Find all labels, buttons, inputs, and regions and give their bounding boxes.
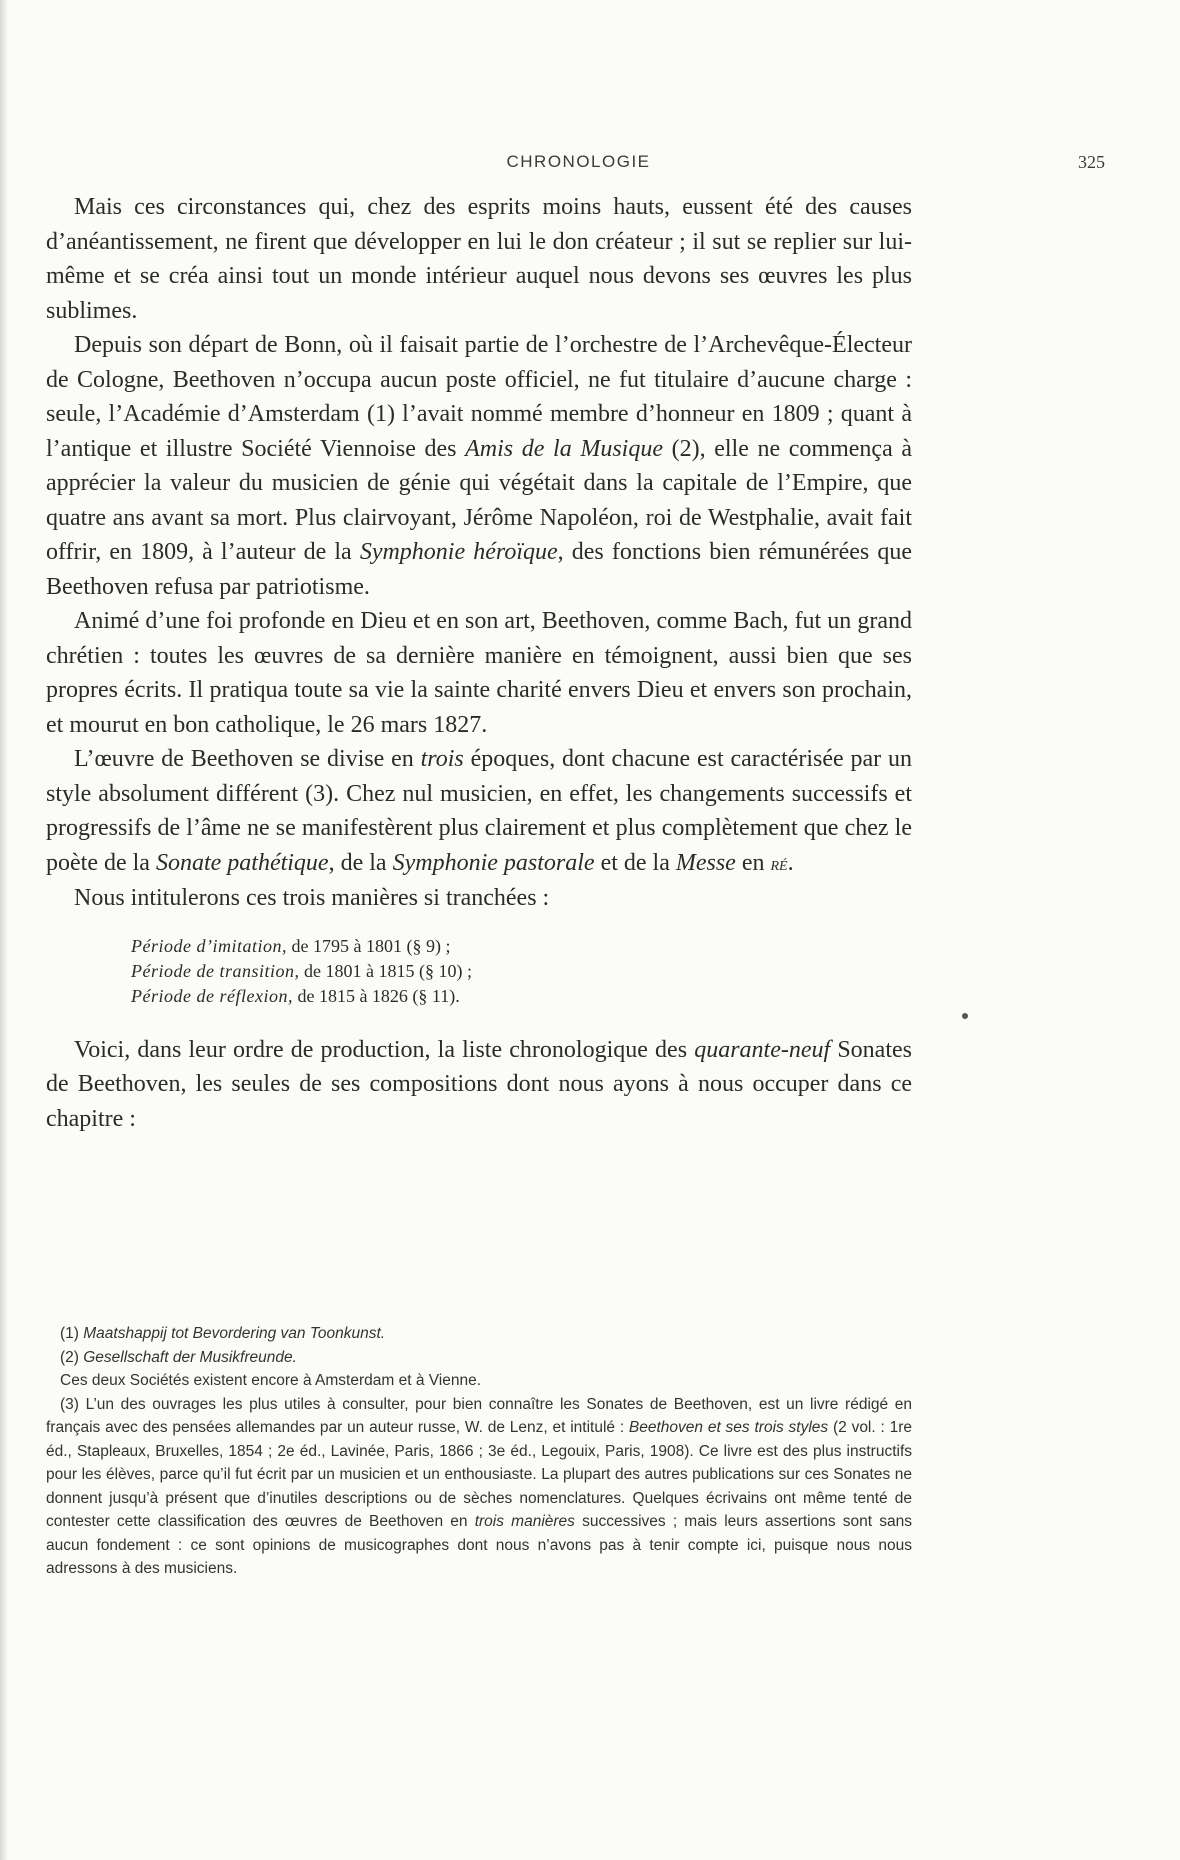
p4-text-b: époques, dont chacune est caractérisée par un style absolument différent (3). Chez nul musicien, en effet, les changements successifs et progressifs de l’âme ne se manifestèrent plus clairement et plus complètement que chez le poète de la (46, 746, 912, 876)
footnote-2 (46, 1346, 912, 1370)
footnote-1 (46, 1322, 912, 1346)
p2-title-symphonie: Symphonie héroïque (359, 539, 558, 565)
p4-trois: trois (420, 746, 464, 772)
period-range: de 1801 à 1815 (§ 10) ; (299, 960, 472, 981)
p4-title-pastorale: Symphonie pastorale (392, 849, 595, 876)
period-name: Période de transition, (131, 960, 300, 981)
footnotes (46, 1322, 912, 1581)
footnote-2-number: (2) (60, 1348, 84, 1366)
footnote-2-text: Gesellschaft der Musikfreunde. (83, 1348, 297, 1366)
paragraph-4 (46, 742, 912, 881)
period-item (131, 959, 912, 984)
footnote-3-book-title: Beethoven et ses trois styles (628, 1419, 829, 1436)
p4-sep-1: , de la (328, 849, 393, 876)
page-header (46, 148, 1111, 184)
paragraph-3: Animé d’une foi profonde en Dieu et en son art, Beethoven, comme Bach, fut un grand chrétien : toutes les œuvres de sa dernière manière en témoignent, aussi bien que ses propres écrits. Il pratiqua toute sa vie la sainte charité envers Dieu et envers son prochain, et mourut en bon catholique, le 26 mars 1827. (46, 608, 912, 738)
p2-text-c: , des fonctions bien rémunérées que Beethoven refusa par patriotisme. (46, 539, 912, 600)
footnote-3-text-b: (2 vol. : 1re éd., Stapleaux, Bruxelles, 1854 ; 2e éd., Lavinée, Paris, 1866 ; 3e éd., Legouix, Paris, 1908). Ce livre est des plus instructifs pour les élèves, parce qu’il fut écrit par un musicien et un enthousiaste. La plupart des autres publications sur ces Sonates ne donnent jusqu’à présent que d’inutiles descriptions ou de sèches nomenclatures. Quelques écrivains ont même tenté de contester cette classification des œuvres de Beethoven en (46, 1419, 912, 1530)
paragraph-2 (46, 328, 912, 604)
footnote-3-text-a: (3) L’un des ouvrages les plus utiles à consulter, pour bien connaître les Sonates de Beethoven, est un livre rédigé en français avec des pensées allemandes par un auteur russe, W. de Lenz, et intitulé : (46, 1395, 912, 1436)
paragraph-1: Mais ces circonstances qui, chez des esprits moins hauts, eussent été des causes d’anéantissement, ne firent que développer en lui le don créateur ; il sut se replier sur lui-même et se créa ainsi tout un monde intérieur auquel nous devons ses œuvres les plus sublimes. (46, 194, 912, 324)
period-name: Période d’imitation, (131, 935, 287, 956)
paragraph-6 (46, 1033, 912, 1137)
running-title: CHRONOLOGIE (506, 152, 651, 171)
p6-text-b: Sonates de Beethoven, les seules de ses compositions dont nous ayons à nous occuper dans ce chapitre : (46, 1036, 912, 1132)
p4-title-messe: Messe (675, 849, 736, 876)
p6-quarante-neuf: quarante-neuf (694, 1036, 831, 1063)
main-text (46, 190, 912, 1136)
p4-en: en (735, 849, 771, 876)
paragraph-5: Nous intitulerons ces trois manières si tranchées : (74, 885, 550, 911)
period-range: de 1795 à 1801 (§ 9) ; (286, 935, 451, 956)
footnote-1-number: (1) (60, 1325, 84, 1342)
footnote-societes: Ces deux Sociétés existent encore à Amsterdam et à Vienne. (60, 1372, 482, 1389)
p6-text-a: Voici, dans leur ordre de production, la liste chronologique des (74, 1036, 695, 1063)
p4-sep-2: et de la (594, 849, 676, 876)
footnote-3-trois-manieres: trois manières (474, 1513, 575, 1530)
p4-re: ré (770, 852, 788, 875)
footnote-1-text: Maatshappij tot Bevordering van Toonkunst. (83, 1325, 386, 1342)
ink-spot (962, 1013, 968, 1019)
period-item (131, 984, 912, 1009)
p2-text-a: Depuis son départ de Bonn, où il faisait partie de l’orchestre de l’Archevêque-Électeur de Cologne, Beethoven n’occupa aucun poste officiel, ne fut titulaire d’aucune charge : seule, l’Académie d’Amsterdam (1) l’avait nommé membre d’honneur en 1809 ; quant à l’antique et illustre Société Viennoise des (46, 332, 912, 462)
page-number: 325 (1078, 152, 1105, 172)
period-name: Période de réflexion, (131, 985, 293, 1006)
p4-end: . (787, 849, 794, 876)
p2-text-b: (2), elle ne commença à apprécier la valeur du musicien de génie qui végétait dans la capitale de l’Empire, que quatre ans avant sa mort. Plus clairvoyant, Jérôme Napoléon, roi de Westphalie, avait fait offrir, en 1809, à l’auteur de la (46, 435, 912, 565)
period-item (131, 934, 912, 959)
p4-text-a: L’œuvre de Beethoven se divise en (74, 746, 421, 772)
period-range: de 1815 à 1826 (§ 11). (292, 985, 460, 1006)
footnote-3-text-c: successives ; mais leurs assertions sont sans aucun fondement : ce sont opinions de musicographes dont nous n’avons pas à tenir compte ici, puisque nous nous adressons à des musiciens. (46, 1513, 912, 1577)
footnote-3 (46, 1393, 912, 1581)
page-edge (0, 0, 8, 1860)
p4-title-sonate: Sonate pathétique (155, 849, 329, 876)
p2-title-amis: Amis de la Musique (465, 435, 663, 462)
periods-list (131, 934, 912, 1009)
